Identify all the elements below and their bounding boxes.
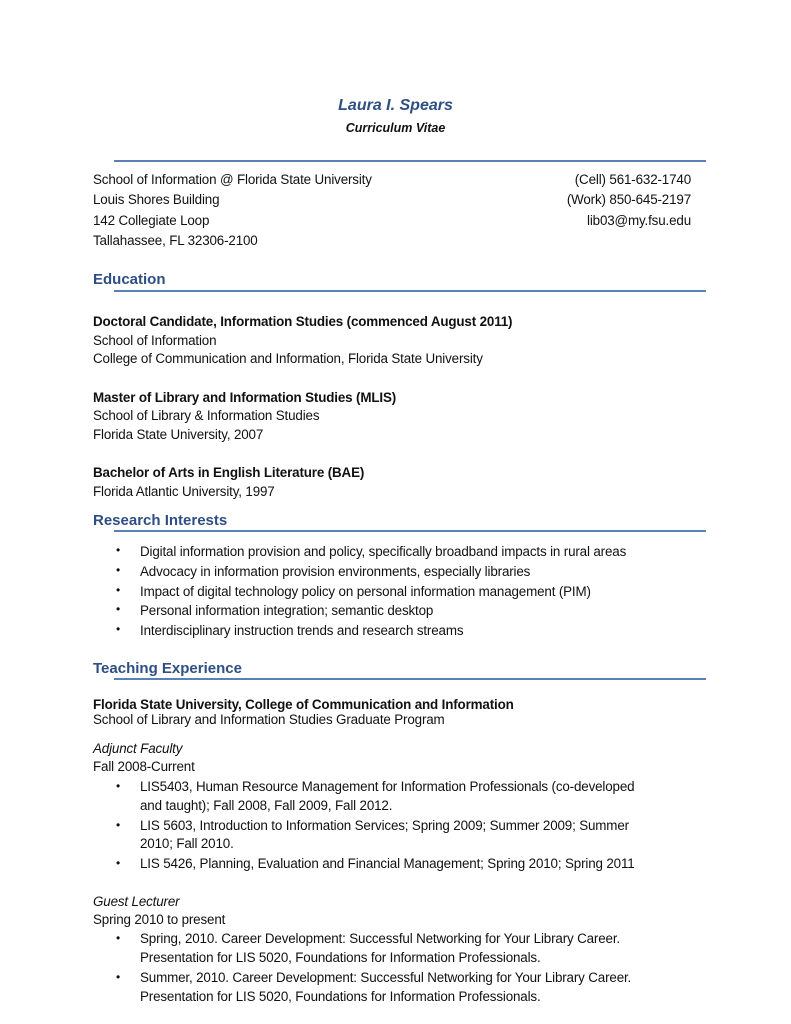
degree-detail: Florida Atlantic University, 1997	[93, 484, 275, 499]
institution-name: Florida State University, College of Communication and Information	[93, 697, 514, 712]
cv-name: Laura I. Spears	[338, 97, 453, 114]
section-divider	[114, 678, 706, 680]
list-item: Personal information integration; semantic desktop	[140, 603, 434, 618]
degree-title: Bachelor of Arts in English Literature (BAE)	[93, 465, 365, 480]
degree-detail: School of Information	[93, 333, 217, 348]
role-period: Fall 2008-Current	[93, 759, 195, 774]
lecture-item: Summer, 2010. Career Development: Successful Networking for Your Library Career.	[140, 970, 632, 985]
course-item-cont: 2010; Fall 2010.	[140, 836, 234, 851]
degree-detail: College of Communication and Information, Florida State University	[93, 351, 483, 366]
program-name: School of Library and Information Studies Graduate Program	[93, 712, 445, 727]
list-item: Advocacy in information provision environments, especially libraries	[140, 564, 531, 579]
work-phone: (Work) 850-645-2197	[566, 192, 691, 207]
bullet-icon: •	[116, 931, 121, 945]
degree-detail: Florida State University, 2007	[93, 427, 264, 442]
bullet-icon: •	[116, 563, 121, 577]
bullet-icon: •	[116, 818, 121, 832]
role-title: Guest Lecturer	[93, 894, 180, 909]
bullet-icon: •	[116, 543, 121, 557]
address-line: 142 Collegiate Loop	[93, 213, 210, 228]
degree-title: Doctoral Candidate, Information Studies (commenced August 2011)	[93, 314, 513, 329]
header-divider	[114, 160, 706, 162]
list-item: Interdisciplinary instruction trends and research streams	[140, 623, 464, 638]
course-item: LIS 5426, Planning, Evaluation and Financial Management; Spring 2010; Spring 2011	[140, 856, 635, 871]
lecture-item-cont: Presentation for LIS 5020, Foundations for Information Professionals.	[140, 950, 541, 965]
lecture-item: Spring, 2010. Career Development: Successful Networking for Your Library Career.	[140, 931, 620, 946]
course-item: LIS5403, Human Resource Management for Information Professionals (co-developed	[140, 779, 635, 794]
bullet-icon: •	[116, 602, 121, 616]
bullet-icon: •	[116, 583, 121, 597]
list-item: Digital information provision and policy, specifically broadband impacts in rural areas	[140, 544, 627, 559]
degree-title: Master of Library and Information Studies (MLIS)	[93, 390, 397, 405]
section-divider	[114, 290, 706, 292]
bullet-icon: •	[116, 856, 121, 870]
section-heading-teaching: Teaching Experience	[93, 660, 242, 677]
course-item: LIS 5603, Introduction to Information Services; Spring 2009; Summer 2009; Summer	[140, 818, 629, 833]
address-line: Tallahassee, FL 32306-2100	[93, 233, 258, 248]
degree-detail: School of Library & Information Studies	[93, 408, 320, 423]
bullet-icon: •	[116, 779, 121, 793]
role-title: Adjunct Faculty	[93, 741, 183, 756]
lecture-item-cont: Presentation for LIS 5020, Foundations for Information Professionals.	[140, 989, 541, 1004]
cv-subtitle: Curriculum Vitae	[345, 121, 446, 135]
bullet-icon: •	[116, 970, 121, 984]
section-divider	[114, 530, 706, 532]
cell-phone: (Cell) 561-632-1740	[574, 172, 691, 187]
role-period: Spring 2010 to present	[93, 912, 226, 927]
bullet-icon: •	[116, 622, 121, 636]
course-item-cont: and taught); Fall 2008, Fall 2009, Fall 2012.	[140, 798, 393, 813]
address-line: Louis Shores Building	[93, 192, 220, 207]
address-line: School of Information @ Florida State University	[93, 172, 372, 187]
section-heading-research: Research Interests	[93, 512, 228, 529]
section-heading-education: Education	[93, 271, 166, 288]
email-link[interactable]: lib03@my.fsu.edu	[587, 213, 691, 228]
list-item: Impact of digital technology policy on personal information management (PIM)	[140, 584, 591, 599]
